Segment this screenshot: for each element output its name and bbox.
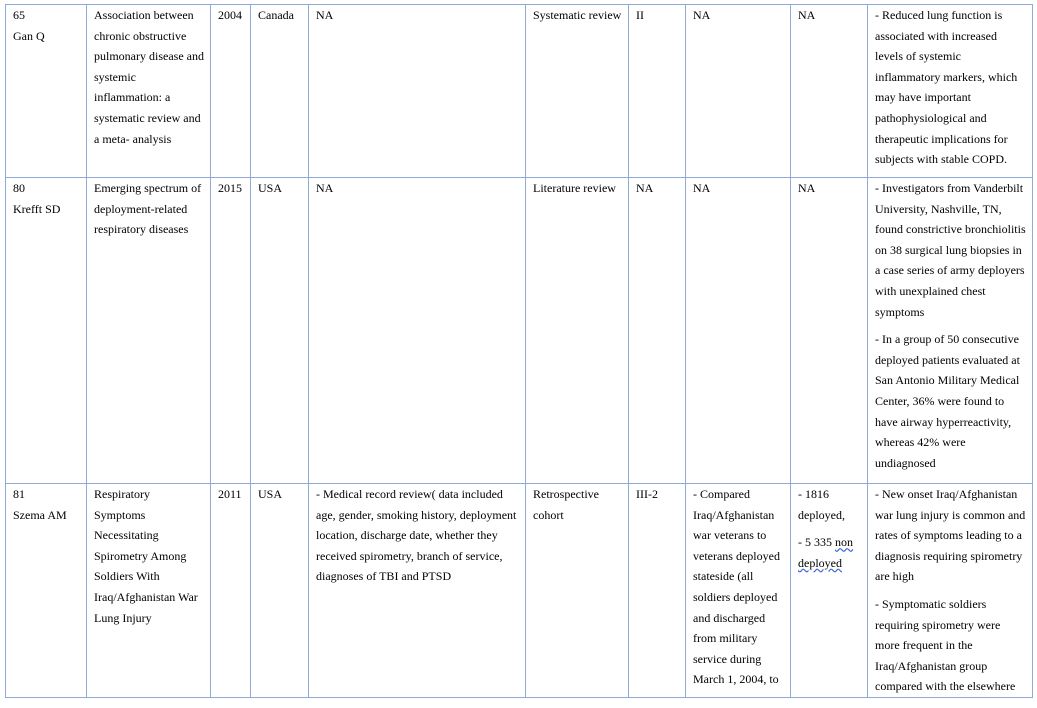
table-row — [6, 484, 1033, 698]
findings-cell — [868, 178, 1033, 484]
year-cell: 2004 — [211, 5, 251, 178]
country-cell: Canada — [251, 5, 309, 178]
sample-cell — [791, 484, 868, 698]
design-cell: Retrospective cohort — [526, 484, 629, 698]
ref-author-cell — [6, 178, 87, 484]
sample-non-deployed — [798, 532, 861, 573]
methods-cell: - Medical record review( data included age, gender, smoking history, deployment location, discharge date, whether they received spirometry, branch of service, diagnoses of TBI and PTSD — [309, 484, 526, 698]
country-cell: USA — [251, 178, 309, 484]
document-page — [5, 4, 1033, 698]
country-cell: USA — [251, 484, 309, 698]
ref-author-cell — [6, 484, 87, 698]
level-cell: NA — [629, 178, 686, 484]
methods-cell: NA — [309, 5, 526, 178]
spellcheck-underlined-text: non deployed — [798, 535, 853, 570]
table-row — [6, 5, 1033, 178]
sample-cell: NA — [791, 178, 868, 484]
design-cell: Literature review — [526, 178, 629, 484]
finding: - Symptomatic soldiers requiring spirometry were more frequent in the Iraq/Afghanistan group compared with the elsewhere — [875, 596, 1016, 694]
ref-author-cell — [6, 5, 87, 178]
level-cell: II — [629, 5, 686, 178]
title-cell: Association between chronic obstructive pulmonary disease and systemic inflammation: a systematic review and a meta- analysis — [87, 5, 211, 178]
comparison-cell: - Compared Iraq/Afghanistan war veterans to veterans deployed stateside (all soldiers deployed and discharged from military service during March 1, 2004, to — [686, 484, 791, 698]
comparison-cell: NA — [686, 5, 791, 178]
level-cell: III-2 — [629, 484, 686, 698]
methods-cell: NA — [309, 178, 526, 484]
sample-deployed: - 1816 deployed, — [798, 487, 845, 522]
comparison-cell: NA — [686, 178, 791, 484]
findings-cell — [868, 484, 1033, 698]
author: Szema AM — [13, 507, 67, 522]
findings-cell — [868, 5, 1033, 178]
finding: - Investigators from Vanderbilt University, Nashville, TN, found constrictive bronchiolitis on 38 surgical lung biopsies in a case series of army deployers with unexplained chest symptoms — [875, 181, 1026, 319]
sample-non-deployed-count: - 5 335 — [798, 535, 835, 550]
design-cell: Systematic review — [526, 5, 629, 178]
ref-number: 65 — [13, 8, 25, 22]
ref-number: 80 — [13, 181, 25, 195]
author: Krefft SD — [13, 201, 61, 216]
sample-cell: NA — [791, 5, 868, 178]
finding: - New onset Iraq/Afghanistan war lung injury is common and rates of symptoms leading to a diagnosis requiring spirometry are high — [875, 487, 1026, 584]
finding: - In a group of 50 consecutive deployed patients evaluated at San Antonio Military Medical Center, 36% were found to have airway hyperreactivity, whereas 42% were undiagnosed — [875, 332, 1020, 470]
year-cell: 2011 — [211, 484, 251, 698]
finding: - Reduced lung function is associated with increased levels of systemic inflammatory markers, which may have important pathophysiological and therapeutic implications for subjects with stable COPD. — [875, 8, 1018, 167]
author: Gan Q — [13, 28, 45, 43]
title-cell: Respiratory Symptoms Necessitating Spirometry Among Soldiers With Iraq/Afghanistan War Lung Injury — [87, 484, 211, 698]
table-row — [6, 178, 1033, 484]
evidence-table — [5, 4, 1033, 698]
ref-number: 81 — [13, 487, 25, 501]
year-cell: 2015 — [211, 178, 251, 484]
title-cell: Emerging spectrum of deployment-related respiratory diseases — [87, 178, 211, 484]
